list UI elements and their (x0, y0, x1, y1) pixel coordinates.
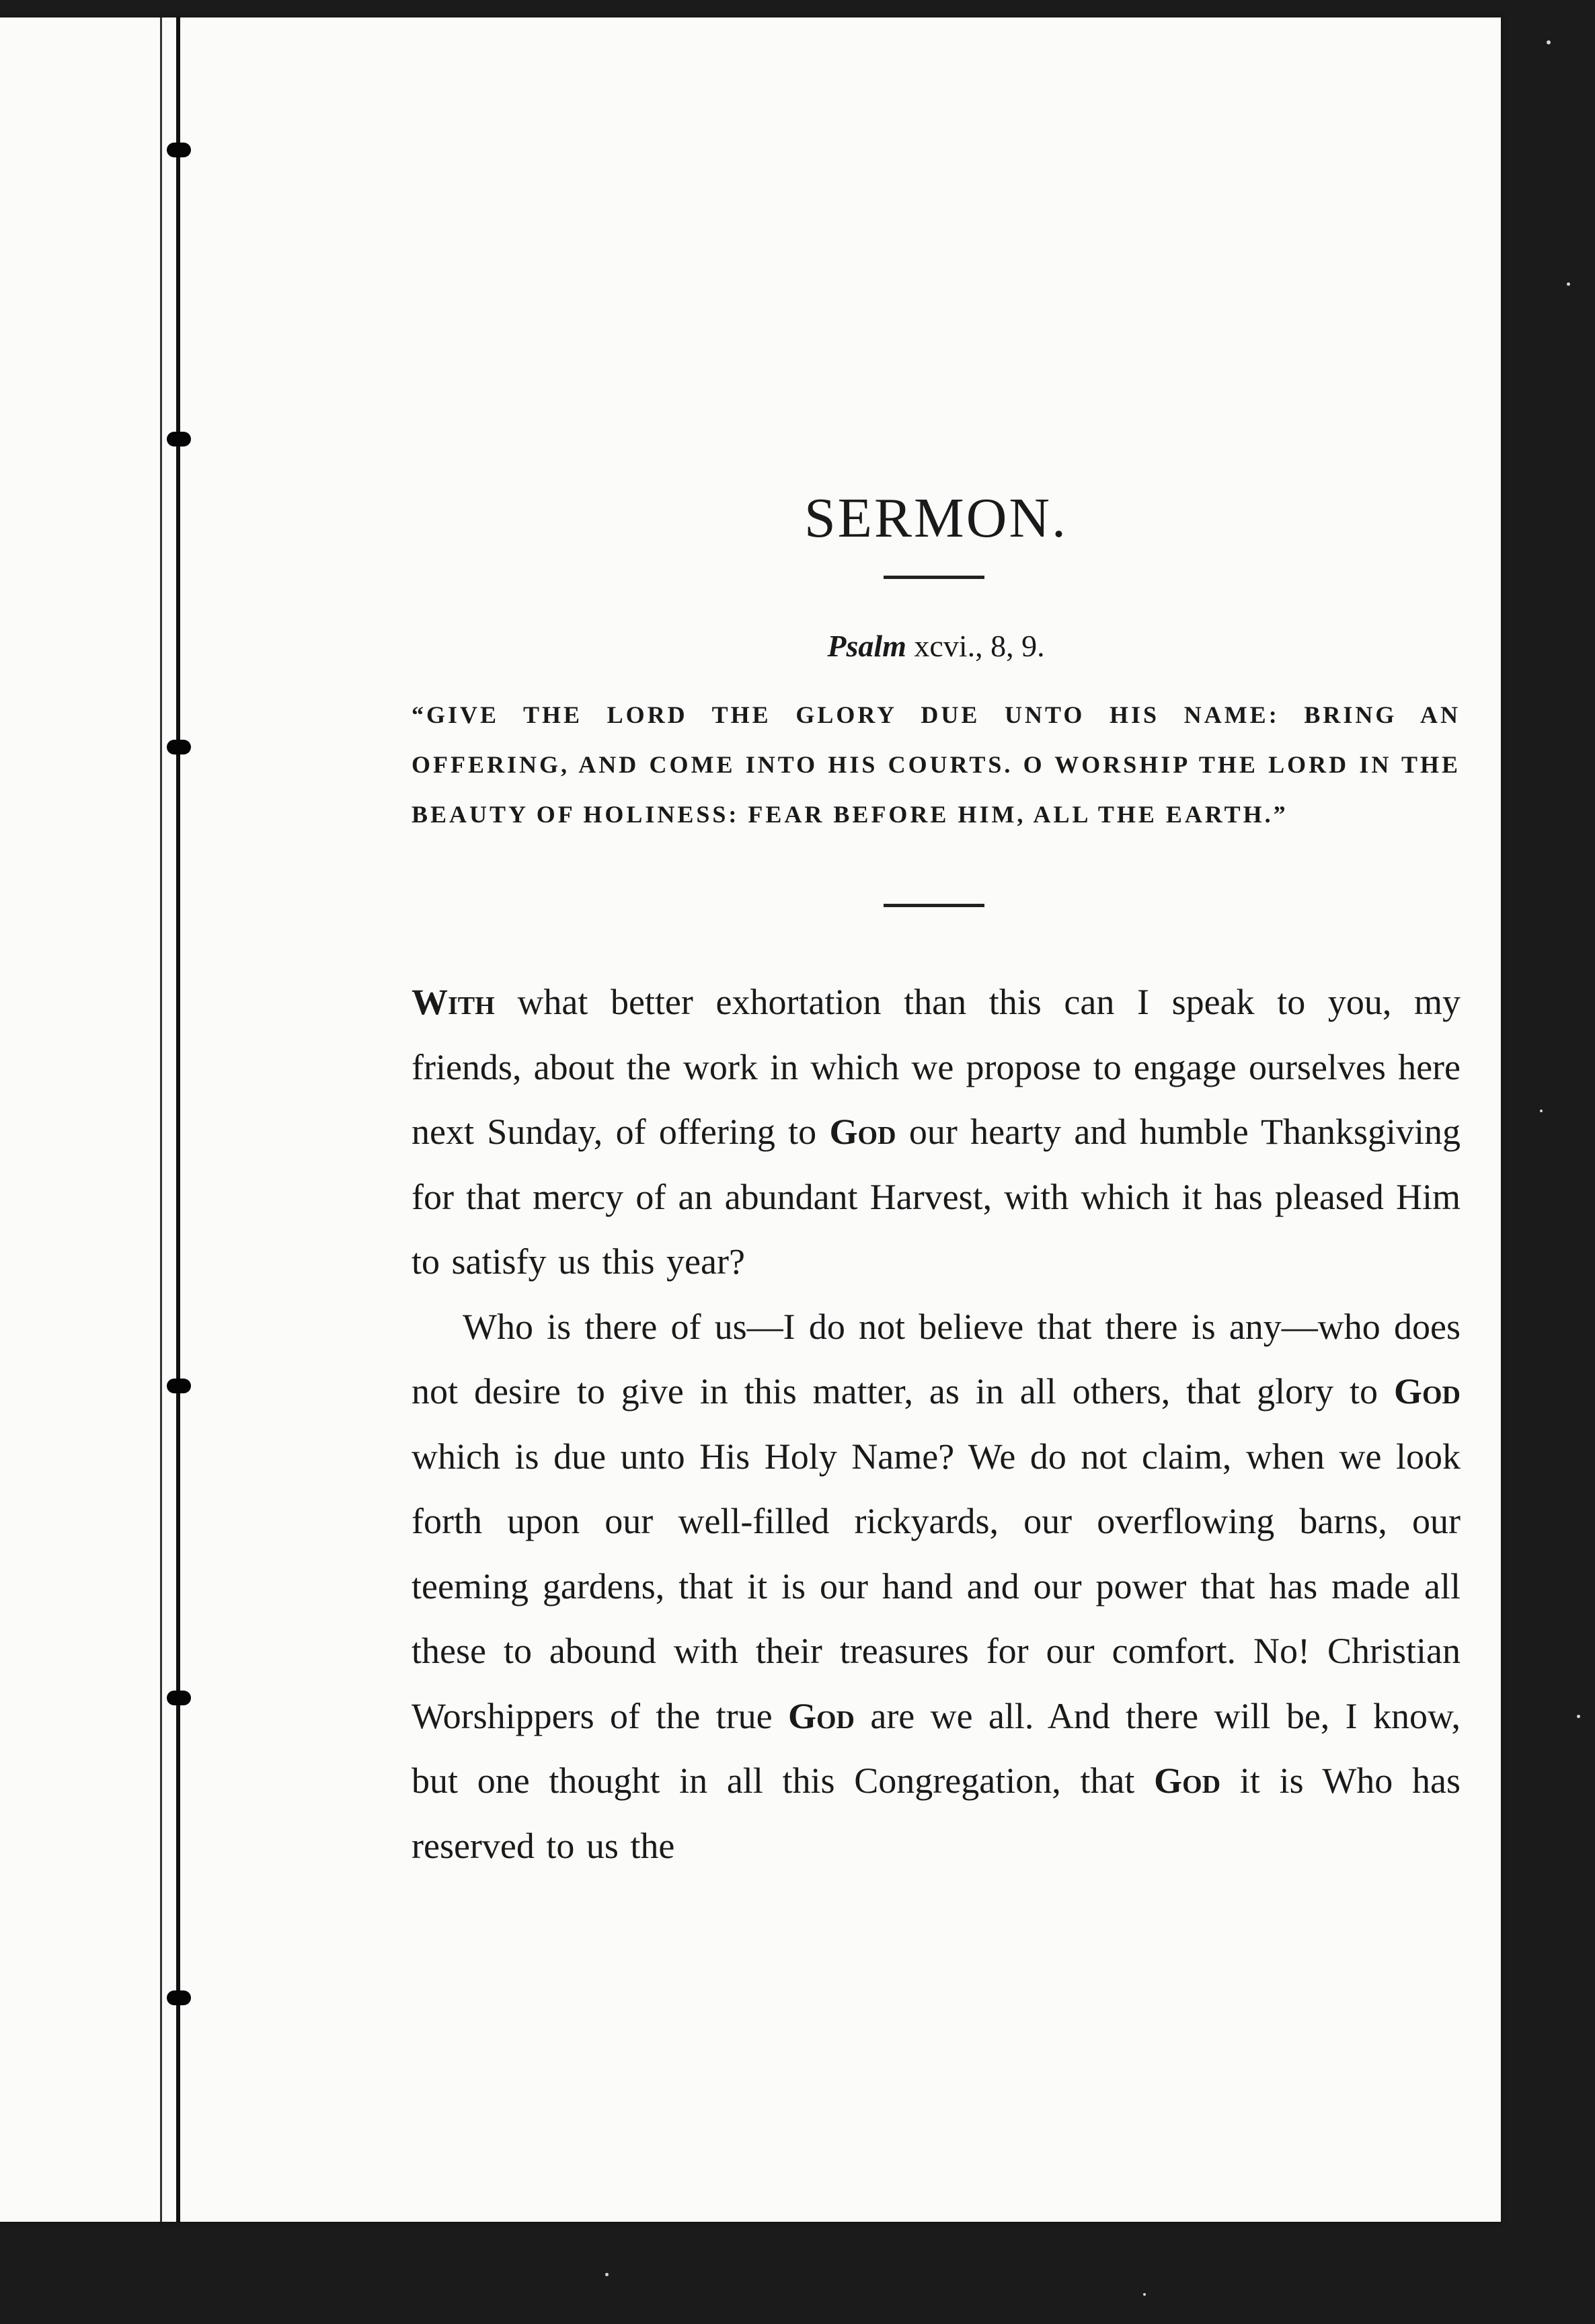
paragraph-text: Who is there of us—I do not believe that there is any—who does not desire to give in this matter, as in all others, that glory to (412, 1306, 1461, 1411)
dust-speck (1577, 1715, 1580, 1718)
binding-thread-line (176, 17, 180, 2222)
paragraph-text: are we all. And there will be, I know, but one thought in all this Congregation, that (412, 1695, 1461, 1801)
divine-name: God (1154, 1760, 1221, 1801)
paragraph-text: which is due unto His Holy Name? We do not claim, when we look forth upon our well-filled rickyards, our overflowing barns, our teeming gardens, that it is our hand and our power that has made all these to abound with their treasures for our comfort. No! Christian Worshippers of the true (412, 1436, 1461, 1736)
paragraph-text: it is Who has reserved to us the (412, 1760, 1461, 1866)
binding-stitch (167, 1691, 191, 1705)
scripture-epigraph: “GIVE THE LORD THE GLORY DUE UNTO HIS NAME: BRING AN OFFERING, AND COME INTO HIS COURTS. O WORSHIP THE LORD IN THE BEAUTY OF HOLINESS: FEAR BEFORE HIM, ALL THE EARTH.” (412, 701, 1461, 828)
reference-verse: xcvi., 8, 9. (906, 629, 1045, 663)
book-page (0, 17, 1501, 2222)
paragraph-text: our hearty and humble Thanksgiving for that mercy of an abundant Harvest, with which it has pleased Him to satisfy us this year? (412, 1112, 1461, 1282)
binding-stitch (167, 740, 191, 754)
dust-speck (1143, 2293, 1146, 2296)
dust-speck (605, 2273, 609, 2276)
epigraph-divider (884, 904, 984, 907)
dust-speck (1540, 1110, 1543, 1112)
binding-stitch (167, 432, 191, 447)
page-title: SERMON. (804, 487, 1068, 550)
reference-book: Psalm (827, 629, 906, 663)
paragraph-2 (412, 1294, 1461, 1879)
title-divider (884, 576, 984, 579)
binding-edge-line (160, 17, 162, 2222)
binding-stitch (167, 143, 191, 157)
scripture-reference (412, 628, 1461, 664)
paragraph-text: what better exhortation than this can I speak to you, my friends, about the work in which we propose to engage ourselves here next Sunday, of offering to (412, 982, 1461, 1152)
dust-speck (1567, 282, 1570, 286)
divine-name: God (787, 1695, 855, 1736)
divine-name: God (1393, 1371, 1461, 1411)
binding-stitch (167, 1990, 191, 2005)
paragraph-lead-word: With (412, 982, 495, 1022)
binding-stitch (167, 1379, 191, 1393)
divine-name: God (829, 1112, 896, 1152)
dust-speck (1547, 40, 1551, 44)
sermon-body (412, 970, 1461, 1878)
paragraph-1 (412, 970, 1461, 1294)
